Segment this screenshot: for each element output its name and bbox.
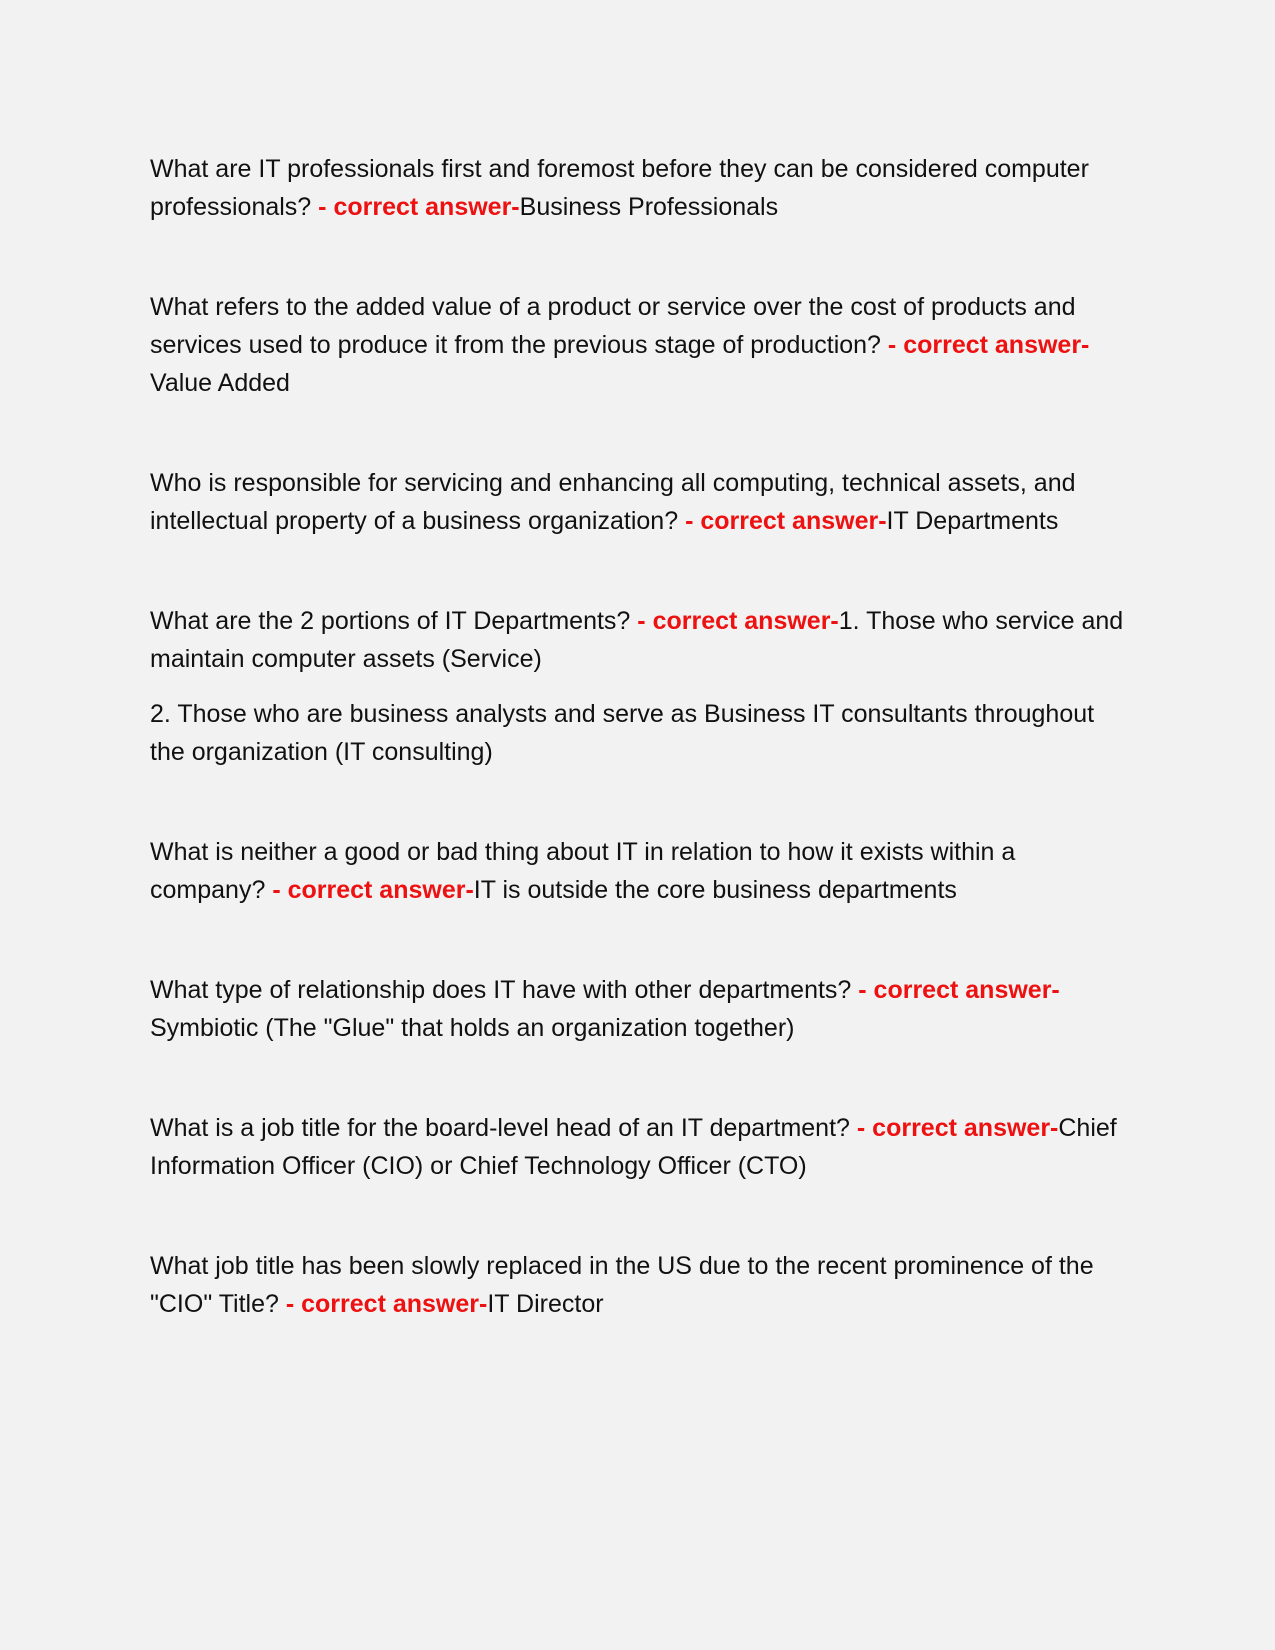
correct-answer-marker: - correct answer- bbox=[285, 1290, 488, 1318]
qa-item bbox=[150, 1109, 1135, 1185]
question-text: What job title has been slowly replaced in the US due to the recent prominence of the "CIO" Title? bbox=[150, 1252, 1094, 1318]
qa-paragraph bbox=[150, 971, 1135, 1047]
qa-item bbox=[150, 288, 1135, 402]
qa-paragraph bbox=[150, 288, 1135, 402]
qa-paragraph bbox=[150, 150, 1135, 226]
answer-text: IT is outside the core business departments bbox=[473, 876, 957, 904]
answer-text: IT Departments bbox=[886, 507, 1059, 535]
question-text: What type of relationship does IT have with other departments? bbox=[150, 976, 852, 1004]
qa-item bbox=[150, 833, 1135, 909]
question-text: Who is responsible for servicing and enhancing all computing, technical assets, and intellectual property of a business organization? bbox=[150, 469, 1076, 535]
question-text: What refers to the added value of a product or service over the cost of products and services used to produce it from the previous stage of production? bbox=[150, 293, 1076, 359]
answer-text: Symbiotic (The "Glue" that holds an organization together) bbox=[150, 1014, 795, 1042]
qa-paragraph bbox=[150, 1247, 1135, 1323]
qa-item bbox=[150, 1247, 1135, 1323]
correct-answer-marker: - correct answer- bbox=[856, 1114, 1059, 1142]
qa-paragraph bbox=[150, 602, 1135, 678]
question-text: What are IT professionals first and foremost before they can be considered computer professionals? bbox=[150, 155, 1089, 221]
qa-list bbox=[150, 150, 1135, 1385]
answer-text: 1. Those who service and maintain computer assets (Service) bbox=[150, 607, 1124, 673]
qa-paragraph bbox=[150, 464, 1135, 540]
correct-answer-marker: - correct answer- bbox=[637, 607, 839, 635]
answer-text: Chief Information Officer (CIO) or Chief Technology Officer (CTO) bbox=[150, 1114, 1117, 1180]
qa-paragraph bbox=[150, 833, 1135, 909]
qa-paragraph bbox=[150, 1109, 1135, 1185]
correct-answer-marker: - correct answer- bbox=[858, 976, 1060, 1004]
correct-answer-marker: - correct answer- bbox=[685, 507, 887, 535]
correct-answer-marker: - correct answer- bbox=[318, 193, 520, 221]
question-text: What is neither a good or bad thing about IT in relation to how it exists within a company? bbox=[150, 838, 1016, 904]
answer-continuation: 2. Those who are business analysts and serve as Business IT consultants throughout the organization (IT consulting) bbox=[150, 700, 1095, 766]
qa-item bbox=[150, 971, 1135, 1047]
answer-text: Value Added bbox=[150, 369, 290, 397]
qa-item bbox=[150, 150, 1135, 226]
qa-item bbox=[150, 464, 1135, 540]
answer-text: IT Director bbox=[487, 1290, 604, 1318]
question-text: What are the 2 portions of IT Departments? bbox=[150, 607, 631, 635]
question-text: What is a job title for the board-level head of an IT department? bbox=[150, 1114, 850, 1142]
correct-answer-marker: - correct answer- bbox=[887, 331, 1090, 359]
answer-text: Business Professionals bbox=[519, 193, 779, 221]
correct-answer-marker: - correct answer- bbox=[272, 876, 474, 904]
qa-item bbox=[150, 602, 1135, 771]
